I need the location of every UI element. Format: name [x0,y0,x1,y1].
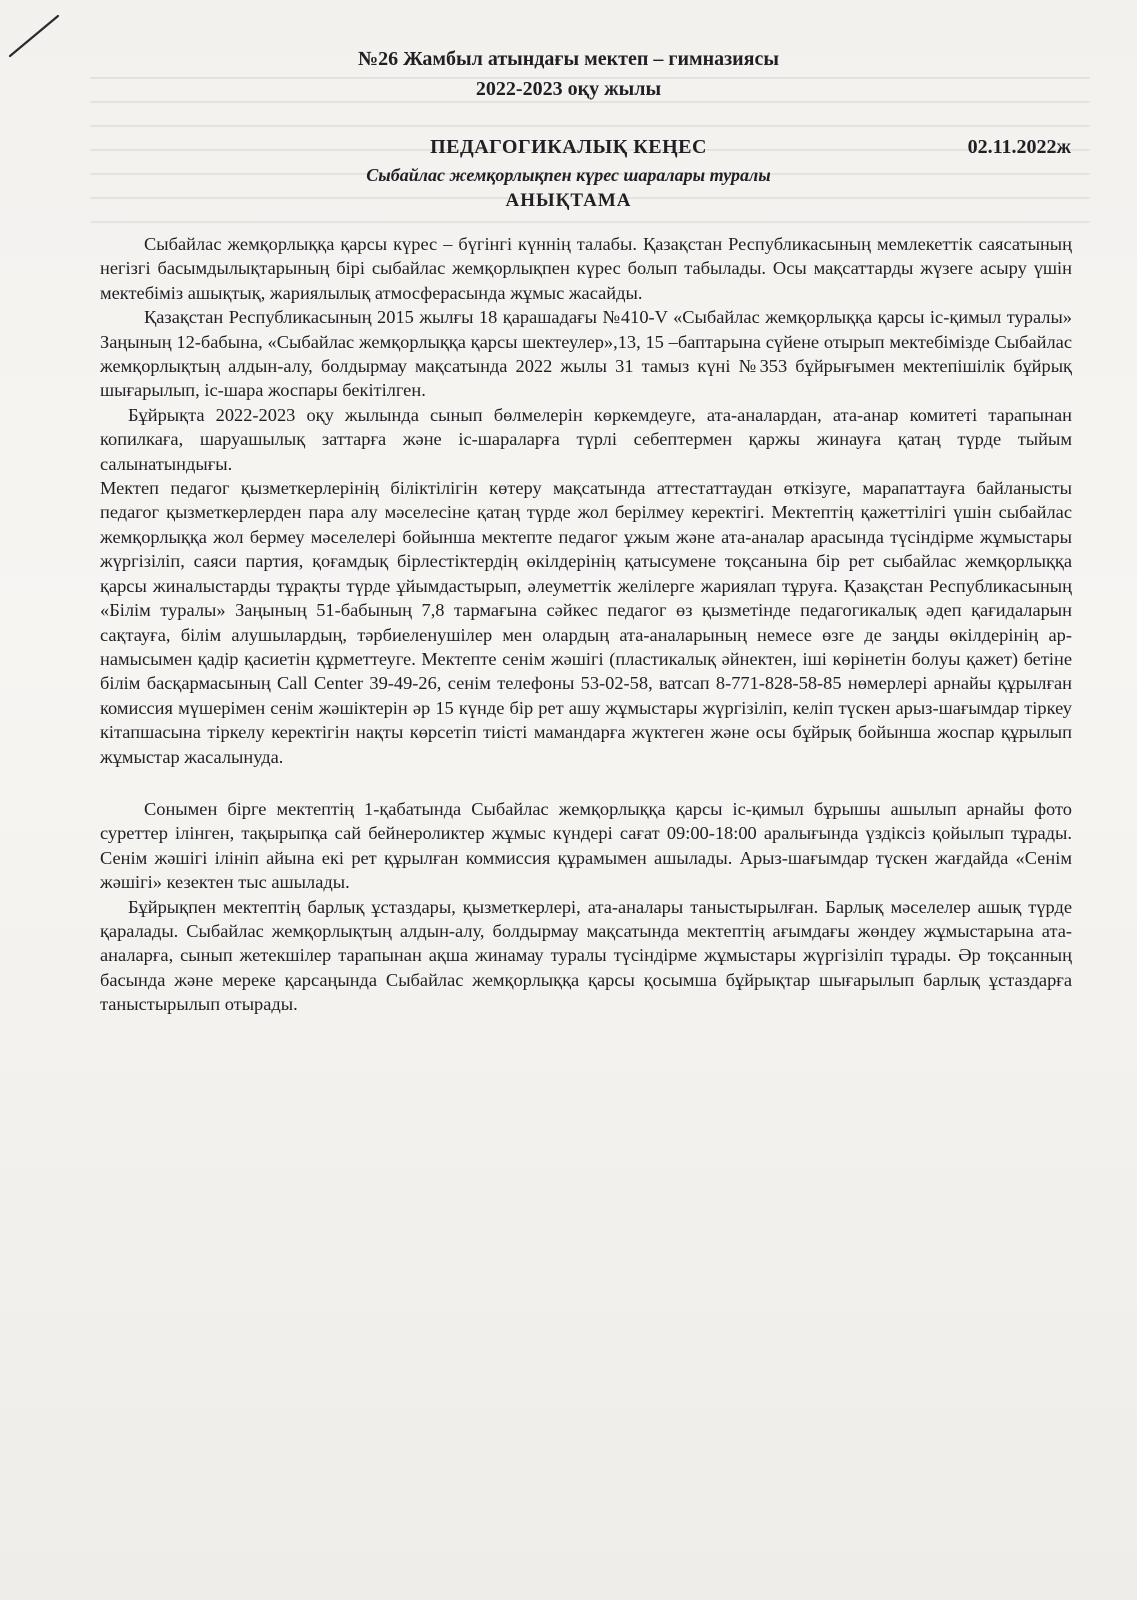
document-header [0,44,1137,104]
school-name: №26 Жамбыл атындағы мектеп – гимназиясы [358,48,779,70]
paragraph-6: Бұйрықпен мектептің барлық ұстаздары, қызметкерлері, ата-аналары таныстырылған. Барлық мәселелер ашық түрде қаралады. Сыбайлас жемқорлықтың алдын-алу, болдырмау мақсатында мектептің ағымдағы жөндеу жұмыстарына ата-аналарға, сынып жетекшілер тарапынан ақша жинамау туралы түсіндірме жұмыстары жүргізіліп тұрады. Әр тоқсанның басында және мереке қарсаңында Сыбайлас жемқорлыққа қарсы қосымша бұйрықтар шығарылып барлық ұстаздарға таныстырылып отырады. [100,896,1072,1015]
paragraph-4: Мектеп педагог қызметкерлерінің біліктілігін көтеру мақсатында аттестаттаудан өткізуге, марапаттауға байланысты педагог қызметкерлерден пара алу мәселесіне қатаң түрде жол берілмеу керектігі. Мектептің қажеттілігі үшін сыбайлас жемқорлыққа жол бермеу мәселелері бойынша мектепте педагог ұжым және ата-аналар арасында түсіндірме жұмыстары жүргізіліп, саяси партия, қоғамдық бірлестіктердің өкілдерінің қатысумене тоқсанына бір рет сыбайлас жемқорлыққа қарсы жиналыстарды тұрақты түрде ұйымдастырып, әлеуметтік желілерге жариялап тұруға. Қазақстан Республикасының «Білім туралы» Заңының 51-бабының 7,8 тармағына сәйкес педагог өз қызметінде педагогикалық әдеп қағидаларын сақтауға, білім алушылардың, тәрбиеленушілер мен олардың ата-аналарының немесе өзге де заңды өкілдерінің ар-намысымен қадір қасиетін құрметтеуге. Мектепте сенім жәшігі (пластикалық әйнектен, іші көрінетін болуы қажет) бетіне білім басқармасының Call Center 39-49-26, сенім телефоны 53-02-58, ватсап 8-771-828-58-85 нөмерлері арнайы құрылған комиссия мүшерімен сенім жәшіктерін әр 15 күнде бір рет ашу жұмыстары жүргізіліп, келіп түскен арыз-шағымдар тіркеу кітапшасына тіркелу керектігін нақты көрсетіп тиісті мамандарға жүктеген және осы бұйрық бойынша жоспар құрылып жұмыстар жасалынуда. [100,478,1072,767]
subject-line: Сыбайлас жемқорлықпен күрес шаралары туралы [366,165,771,185]
document-type: АНЫҚТАМА [505,190,632,211]
paragraph-1: Сыбайлас жемқорлыққа қарсы күрес – бүгінгі күннің талабы. Қазақстан Республикасының мемлекеттік саясатының негізгі басымдылықтарының бірі сыбайлас жемқорлықпен күрес болып табылады. Осы мақсаттарды жүзеге асыру үшін мектебіміз ашықтық, жариялылық атмосферасында жұмыс жасайды. [100,234,1072,303]
academic-year: 2022-2023 оқу жылы [475,78,662,100]
document-body [100,232,1072,1017]
paragraph-3: Бұйрықта 2022-2023 оқу жылында сынып бөлмелерін көркемдеуге, ата-аналардан, ата-анар комитеті тарапынан копилкаға, шаруашылық заттарға және іс-шараларға түрлі себептермен қаржы жинауға қатаң түрде тыйым салынатындығы. [100,404,1072,474]
title-block [0,132,1137,214]
paragraph-2: Қазақстан Республикасының 2015 жылғы 18 қарашадағы №410-V «Сыбайлас жемқорлыққа қарсы іс-қимыл туралы» Заңының 12-бабына, «Сыбайлас жемқорлыққа қарсы шектеулер»,13, 15 –баптарына сүйене отырып мектебімізде Сыбайлас жемқорлықтың алдын-алу, болдырмау мақсатында 2022 жылы 31 тамыз күні №353 бұйрығымен мектепішілік бұйрық шығарылып, іс-шара жоспары бекітілген. [100,307,1072,401]
paragraph-5: Сонымен бірге мектептің 1-қабатында Сыбайлас жемқорлыққа қарсы іс-қимыл бұрышы ашылып арнайы фото суреттер ілінген, тақырыпқа сай бейнероликтер жұмыс күндері сағат 09:00-18:00 аралығында үздіксіз қойылып тұрады. Сенім жәшігі ілініп айына екі рет құрылған коммиссия құрамымен ашылады. Арыз-шағымдар түскен жағдайда «Сенім жәшігі» кезектен тыс ашылады. [100,798,1072,893]
council-title: ПЕДАГОГИКАЛЫҚ КЕҢЕС [430,136,707,158]
document-date: 02.11.2022ж [967,136,1071,158]
